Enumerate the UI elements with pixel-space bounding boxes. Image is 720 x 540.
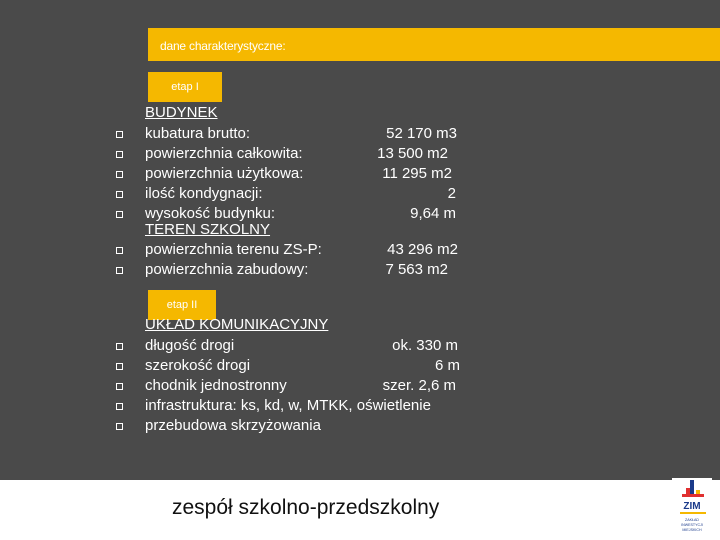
bullet-icon xyxy=(116,151,123,158)
list-item xyxy=(0,144,720,164)
item-value: 6 m xyxy=(434,357,460,374)
etap-2-tag: etap II xyxy=(148,290,216,320)
item-label: ilość kondygnacji: xyxy=(145,185,263,202)
heading-budynek: BUDYNEK xyxy=(145,104,218,121)
item-label: powierzchnia zabudowy: xyxy=(145,261,309,278)
bullet-icon xyxy=(116,363,123,370)
item-value: 7 563 m2 xyxy=(385,261,448,278)
list-item xyxy=(0,124,720,144)
list-item xyxy=(0,416,720,436)
bullet-icon xyxy=(116,383,123,390)
bullet-icon xyxy=(116,403,123,410)
item-label: powierzchnia całkowita: xyxy=(145,145,303,162)
list-item xyxy=(0,376,720,396)
item-label: kubatura brutto: xyxy=(145,125,251,142)
svg-text:INWESTYCJI: INWESTYCJI xyxy=(681,523,703,527)
bullet-icon xyxy=(116,171,123,178)
item-value: 2 xyxy=(447,185,456,202)
item-label: długość drogi xyxy=(145,337,235,354)
footer-bar xyxy=(0,480,720,540)
item-label: wysokość budynku: xyxy=(145,205,276,222)
list-item xyxy=(0,240,720,260)
header-banner xyxy=(148,28,720,61)
item-label: infrastruktura: ks, kd, w, MTKK, oświetlenie xyxy=(145,397,431,414)
list-item xyxy=(0,184,720,204)
item-label: chodnik jednostronny xyxy=(145,377,287,394)
list-item xyxy=(0,336,720,356)
list-item xyxy=(0,260,720,280)
bullet-icon xyxy=(116,131,123,138)
bullet-icon xyxy=(116,343,123,350)
list-item xyxy=(0,164,720,184)
zim-logo xyxy=(672,478,712,538)
item-value: 11 295 m2 xyxy=(382,165,452,182)
list-item xyxy=(0,204,720,224)
item-value: ok. 330 m xyxy=(392,337,458,354)
svg-text:ZIM: ZIM xyxy=(683,501,701,512)
bullet-icon xyxy=(116,423,123,430)
list-item xyxy=(0,396,720,416)
bullet-icon xyxy=(116,211,123,218)
banner-text: dane charakterystyczne: xyxy=(160,39,286,53)
item-value: 52 170 m3 xyxy=(386,125,457,142)
list-item xyxy=(0,356,720,376)
item-label: szerokość drogi xyxy=(145,357,251,374)
bullet-icon xyxy=(116,247,123,254)
heading-teren-szkolny: TEREN SZKOLNY xyxy=(145,221,271,238)
item-label: powierzchnia terenu ZS-P: xyxy=(145,241,322,258)
item-value: 43 296 m2 xyxy=(387,241,458,258)
item-label: przebudowa skrzyżowania xyxy=(145,417,321,434)
item-value: 9,64 m xyxy=(410,205,456,222)
etap-1-tag: etap I xyxy=(148,72,222,102)
svg-text:ZAKŁAD: ZAKŁAD xyxy=(685,518,699,522)
item-value: szer. 2,6 m xyxy=(382,377,456,394)
bullet-icon xyxy=(116,191,123,198)
item-label: powierzchnia użytkowa: xyxy=(145,165,304,182)
bullet-icon xyxy=(116,267,123,274)
item-value: 13 500 m2 xyxy=(377,145,448,162)
footer-title: zespół szkolno-przedszkolny xyxy=(172,496,440,519)
heading-uklad-komunikacyjny: UKŁAD KOMUNIKACYJNY xyxy=(145,316,329,333)
svg-text:MIEJSKICH: MIEJSKICH xyxy=(682,528,702,532)
